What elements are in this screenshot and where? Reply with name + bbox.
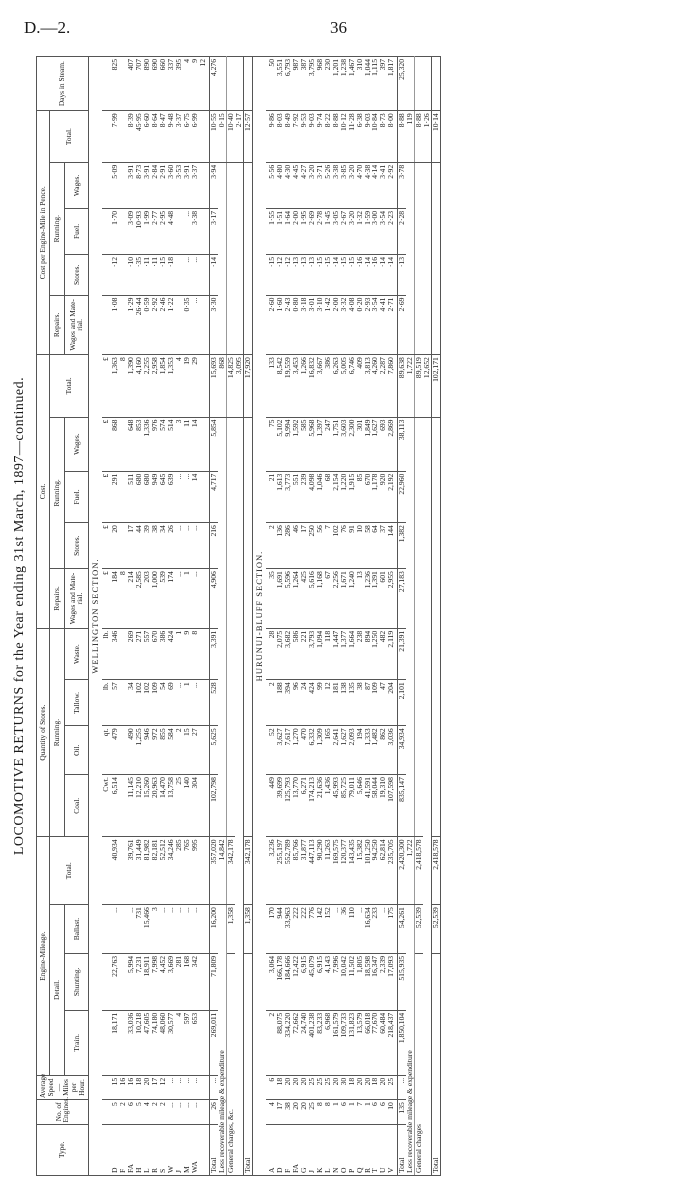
col-cpm-wages-material: Wages and Mate-rial.: [65, 295, 88, 355]
data-column: 3,064 166,178 184,666 12,422 6,915 45,079 6,915 4,143 7,996 10,042 11,502 1,805 18,598 16,347 2,339 17,093: [266, 953, 398, 1010]
total-cell: 2·69: [398, 295, 406, 355]
total-cell: 3·94: [210, 162, 218, 208]
data-column: 2 88,075 334,220 72,662 24,740 401,238 83,233 6,968 161,579 109,733 131,823 13,579 66,018 77,670 60,484 218,437: [266, 1010, 398, 1075]
less-recoverable-label: Less recoverable mileage & expenditure: [218, 905, 226, 1176]
spacer: [235, 57, 243, 111]
total-row: [210, 57, 218, 1176]
total-cell: 2·28: [398, 208, 406, 254]
locomotive-returns-table: [36, 56, 441, 1176]
document-title: LOCOMOTIVE RETURNS for the Year ending 31st March, 1897—continued.: [12, 376, 27, 856]
data-column: 291 511 680 680 949 645 639 ... ... 14: [109, 471, 209, 522]
general-ballast: 1,358: [227, 905, 235, 954]
unit-label: [102, 162, 110, 208]
col-days-steam: Days in Steam.: [37, 57, 89, 111]
total-label: Total: [398, 1124, 406, 1175]
spacer: [432, 57, 441, 111]
total-label: Total: [210, 1124, 218, 1175]
less-recoverable-label: Less recoverable mileage & expenditure: [406, 905, 414, 1176]
data-column: 5 2 6 5 4 2 2 ... ... ... ...: [109, 1100, 209, 1124]
col-cost: Cost.: [37, 355, 50, 629]
less-recoverable-row: [406, 57, 414, 1176]
final-per-mile: 10·14: [432, 111, 441, 163]
col-cpm-wages: Wages.: [65, 162, 88, 208]
data-column: 9·86 8·03 8·49 7·92 9·53 9·03 9·74 8·22 8·88 10·12 11·28 6·38 9·03 10·84 8·73 8·00: [266, 111, 398, 163]
general-charges-row: [227, 57, 235, 1176]
data-column: 1,363 8 1,390 4,160 2,255 2,958 1,854 1,353 4 19 29: [109, 355, 209, 417]
section-heading: HURUNUI-BLUFF SECTION.: [252, 57, 265, 1176]
section-body-row: [266, 57, 398, 1176]
data-column: 170 944 33,963 222 222 776 142 152 ... 36 110 ... 16,634 233 ... 175: [266, 905, 398, 954]
total-cell: 71,809: [210, 953, 218, 1010]
total-cell: 89,638: [398, 355, 406, 417]
general-per-mile: 10·40: [227, 111, 235, 163]
general-charges-label: General charges, &c.: [227, 953, 235, 1175]
less-per-mile: 0·15: [218, 111, 226, 163]
col-coal: Coal.: [65, 775, 88, 837]
spacer: [243, 417, 252, 837]
less-cost: 868: [218, 355, 226, 417]
final-ballast: 1,358: [243, 905, 252, 954]
col-cpm-running: Running.: [49, 162, 65, 295]
spacer: [423, 162, 431, 354]
col-cpm-total: Total.: [49, 111, 88, 163]
data-column: 868 648 853 1,336 976 574 514 3 11 14: [109, 417, 209, 471]
data-column: 50 3,551 6,793 987 387 3,795 968 230 1,201 1,238 1,467 310 1,044 1,115 397 1,817: [266, 57, 398, 111]
spacer: [227, 162, 235, 354]
data-column: A D F FA G J K L N O P Q R T U V: [266, 1124, 398, 1175]
col-train: Train.: [65, 1010, 88, 1075]
general-cost: 14,825: [227, 355, 235, 417]
data-column: 21 1,613 3,773 551 239 4,098 1,046 68 2,154 1,220 1,915 85 670 1,178 920 2,192: [266, 471, 398, 522]
total-cell: 8·88: [398, 111, 406, 163]
section-body-row: [109, 57, 209, 1176]
spacer: [406, 57, 414, 111]
total-cell: 10·55: [210, 111, 218, 163]
data-column: 184 8 214 2,585 203 1,000 539 174 ... 1 ...: [109, 569, 209, 629]
total-cell: 3·30: [210, 295, 218, 355]
unit-label: [102, 1075, 110, 1099]
data-column: 479 490 1,255 946 972 855 584 2 15 27: [109, 726, 209, 775]
total-cell: 25,320: [398, 57, 406, 111]
spacer: [432, 417, 441, 837]
less-mileage: 1,722: [406, 837, 414, 905]
spacer: [227, 57, 235, 111]
total-cell: 5,625: [210, 726, 218, 775]
spacer: [415, 57, 423, 111]
total-cell: 3,391: [210, 628, 218, 680]
unit-label: lb.: [102, 628, 110, 680]
data-column: 1·55 1·51 1·64 2·00 1·95 2·69 2·78 1·45 3·05 2·67 3·20 1·32 1·59 3·00 3·54 2·23: [266, 208, 398, 254]
total-cell: 4,906: [210, 569, 218, 629]
total-cell: 16,200: [210, 905, 218, 954]
section-heading-row: [88, 57, 101, 1176]
data-column: 15 16 16 18 20 17 12 ... ... ... ...: [109, 1075, 209, 1099]
total-cell: 21,391: [398, 628, 406, 680]
total-cell: ·14: [210, 254, 218, 295]
col-ballast: Ballast.: [65, 905, 88, 954]
spacer: [235, 417, 243, 1175]
spacer: [432, 162, 441, 354]
unit-label: lb.: [102, 680, 110, 726]
unit-label: £: [102, 417, 110, 471]
total-cell: 2,101: [398, 680, 406, 726]
general-cost-extra: 3,095: [235, 355, 243, 417]
total-cell: 3·78: [398, 162, 406, 208]
total-cell: 27,183: [398, 569, 406, 629]
unit-label: £: [102, 355, 110, 417]
data-column: 18,171 33,036 10,218 47,605 74,180 48,060 30,577 4 597 653: [109, 1010, 209, 1075]
spacer: [218, 57, 226, 111]
final-mileage: 2,418,578: [432, 837, 441, 905]
total-cell: 4,717: [210, 471, 218, 522]
units-row: [102, 57, 110, 1176]
total-cell: 3·17: [210, 208, 218, 254]
col-cost-total: Total.: [49, 355, 88, 417]
unit-label: [102, 953, 110, 1010]
data-column: 5·56 4·80 4·30 4·45 4·27 3·20 3·71 5·26 3·38 3·85 3·20 4·70 4·38 4·14 3·41 2·92: [266, 162, 398, 208]
data-column: 35 1,691 5,596 1,264 425 5,616 1,168 67 2,256 1,671 1,240 13 1,236 1,391 601 2,955: [266, 569, 398, 629]
unit-label: £: [102, 523, 110, 569]
unit-label: [102, 111, 110, 163]
less-per-mile: 119: [406, 111, 414, 163]
data-column: 3,236 255,197 552,789 85,766 31,877 447,113 90,290 11,263 169,575 120,377 143,435 15,382 101,250 94,250 62,814 235,705: [266, 837, 398, 905]
total-cell: ...: [210, 1075, 218, 1099]
data-column: ... ... 731 15,466 3 ... ... ... ... ...: [109, 905, 209, 954]
final-total-label: Total: [432, 953, 441, 1175]
data-column: 75 5,102 9,994 1,592 585 5,968 1,397 247 1,751 3,603 2,300 301 1,849 1,627 693 2,869: [266, 417, 398, 471]
data-column: ·15 ·12 ·12 ·13 ·13 ·13 ·15 ·15 ·14 ·15 ·15 ·16 ·14 ·16 ·14 ·14: [266, 254, 398, 295]
total-cell: 54,261: [398, 905, 406, 954]
unit-label: [102, 254, 110, 295]
col-cost-stores: Stores.: [65, 523, 88, 569]
page-number: 36: [330, 18, 347, 37]
section-heading: WELLINGTON SECTION.: [88, 57, 101, 1176]
less-cost: 1,722: [406, 355, 414, 417]
data-column: 346 269 271 557 670 386 424 1 9 8: [109, 628, 209, 680]
final-total-row: [243, 57, 252, 1176]
data-column: 825 407 707 890 690 660 337 395 4 9 12: [109, 57, 209, 111]
unit-label: [102, 1124, 110, 1175]
spacer: [218, 417, 226, 837]
spacer: [423, 417, 431, 1175]
col-no-engines: No. of Engines.: [37, 1100, 89, 1124]
data-column: 1·08 1·29 26·44 0·59 2·92 2·46 1·22 0·35 ...: [109, 295, 209, 355]
data-column: ·12 ·10 ·35 ·11 ·11 ·15 ·18 ... ...: [109, 254, 209, 295]
col-cpm-stores: Stores.: [65, 254, 88, 295]
col-cost-per-mile: Cost per Engine-Mile in Pence.: [37, 111, 50, 355]
final-total-row: [432, 57, 441, 1176]
less-recoverable-row: [218, 57, 226, 1176]
general-charges-extra-row: [423, 57, 431, 1176]
data-column: 22,763 5,994 7,231 18,911 7,998 4,452 3,669 281 168 342: [109, 953, 209, 1010]
total-cell: 216: [210, 523, 218, 569]
spacer: [227, 417, 235, 837]
total-cell: 515,935: [398, 953, 406, 1010]
col-engine-mileage: Engine-Mileage.: [37, 837, 50, 1075]
final-ballast: 52,539: [432, 905, 441, 954]
spacer: [406, 162, 414, 354]
general-per-mile-extra: 1·26: [423, 111, 431, 163]
general-ballast: 52,539: [415, 905, 423, 954]
col-detail: Detail.: [49, 905, 65, 1076]
final-cost: 102,171: [432, 355, 441, 417]
general-charges-label: General charges: [415, 953, 423, 1175]
unit-label: [102, 57, 110, 111]
spacer: [235, 162, 243, 354]
total-cell: 22,960: [398, 471, 406, 522]
col-cost-wages-material: Wages and Mate-rial.: [65, 569, 88, 629]
col-type: Type.: [37, 1124, 89, 1175]
total-cell: 835,147: [398, 775, 406, 837]
col-shunting: Shunting.: [65, 953, 88, 1010]
col-waste: Waste.: [65, 628, 88, 680]
data-column: 40,934 39,761 31,449 81,982 82,181 52,512 34,246 285 765 995: [109, 837, 209, 905]
data-column: 6,514 11,145 12,210 15,260 20,963 14,470 13,758 25 140 304: [109, 775, 209, 837]
data-column: 5·09 3·91 8·73 3·91 2·84 2·91 3·60 3·53 3·91 3·37: [109, 162, 209, 208]
spacer: [243, 57, 252, 111]
col-quantity-stores: Quantity of Stores.: [37, 628, 50, 837]
col-cpm-fuel: Fuel.: [65, 208, 88, 254]
total-cell: 38,113: [398, 417, 406, 471]
unit-label: £: [102, 471, 110, 522]
final-total-label: Total: [243, 953, 252, 1175]
data-column: 7·99 8·39 45·95 6·60 8·64 8·47 9·48 3·37 6·75 6·99: [109, 111, 209, 163]
unit-label: [102, 905, 110, 954]
unit-label: [102, 1010, 110, 1075]
table-body: [88, 57, 441, 1176]
data-column: 20 17 44 39 38 34 26 ... ... ...: [109, 523, 209, 569]
unit-label: qt.: [102, 726, 110, 775]
total-cell: 1,850,104: [398, 1010, 406, 1075]
spacer: [415, 162, 423, 354]
total-cell: 357,020: [210, 837, 218, 905]
spacer: [218, 162, 226, 354]
data-column: 2·60 1·60 2·43 0·80 3·18 3·01 3·10 1·42 2·00 3·32 4·08 0·20 2·93 3·54 4·41 2·71: [266, 295, 398, 355]
total-cell: 269,011: [210, 1010, 218, 1075]
data-column: 449 39,699 125,793 13,770 6,271 174,213 21,636 1,436 45,993 85,725 79,011 5,646 41,591 58,044 19,310 107,598: [266, 775, 398, 837]
final-per-mile: 12·57: [243, 111, 252, 163]
data-column: 57 34 102 102 109 54 69 ... 1 ...: [109, 680, 209, 726]
spacer: [243, 162, 252, 354]
unit-label: [102, 1100, 110, 1124]
total-cell: 135: [398, 1100, 406, 1124]
data-column: 28 2,075 3,682 586 221 3,793 1,094 118 1,447 1,377 1,664 238 894 1,250 482 2,119: [266, 628, 398, 680]
col-cost-running: Running.: [49, 417, 65, 569]
total-cell: 4,276: [210, 57, 218, 111]
col-cpm-repairs: Repairs.: [49, 295, 65, 355]
total-cell: 528: [210, 680, 218, 726]
general-cost-extra: 12,652: [423, 355, 431, 417]
total-cell: 5,854: [210, 417, 218, 471]
unit-label: [102, 837, 110, 905]
unit-label: [102, 295, 110, 355]
spacer: [423, 57, 431, 111]
total-cell: 2,420,300: [398, 837, 406, 905]
total-cell: 34,934: [398, 726, 406, 775]
general-charges-row: [415, 57, 423, 1176]
col-stores-running: Running.: [49, 628, 65, 837]
total-cell: 15,693: [210, 355, 218, 417]
general-mileage: 2,418,578: [415, 837, 423, 905]
rotated-table-area: [12, 56, 692, 1176]
spacer: [406, 417, 414, 837]
col-cost-repairs: Repairs.: [49, 569, 65, 629]
data-column: 2 188 394 96 24 424 99 12 181 138 135 38 87 109 47 204: [266, 680, 398, 726]
total-row: [398, 57, 406, 1176]
total-cell: ·13: [398, 254, 406, 295]
general-charges-extra-row: [235, 57, 243, 1176]
page-identifier: D.—2.: [24, 18, 71, 37]
data-column: 6 18 20 20 20 25 25 25 20 30 18 20 20 18 20 25: [266, 1075, 398, 1099]
less-mileage: 14,842: [218, 837, 226, 905]
col-tallow: Tallow.: [65, 680, 88, 726]
col-mileage-total: Total.: [49, 837, 88, 905]
unit-label: [102, 208, 110, 254]
general-per-mile: 8·88: [415, 111, 423, 163]
general-mileage: 342,178: [227, 837, 235, 905]
general-per-mile-extra: 2·17: [235, 111, 243, 163]
data-column: 2 136 286 46 17 250 56 7 102 76 91 10 58 64 37 144: [266, 523, 398, 569]
data-column: D F FA H L R S W J M WA: [109, 1124, 209, 1175]
data-column: 52 3,627 7,617 1,270 470 6,332 1,309 165 2,641 1,627 2,093 194 1,333 1,482 862 3,036: [266, 726, 398, 775]
total-cell: 26: [210, 1100, 218, 1124]
total-cell: ...: [398, 1075, 406, 1099]
data-column: 133 8,542 19,559 3,453 1,266 16,832 3,667 386 6,263 5,005 6,746 409 3,813 4,260 2,287 7,860: [266, 355, 398, 417]
col-cost-wages: Wages.: [65, 417, 88, 471]
data-column: 1·70 3·09 10·93 1·99 2·77 2·95 4·48 ... 3·38: [109, 208, 209, 254]
spacer: [415, 417, 423, 837]
section-heading-row: [252, 57, 265, 1176]
data-column: 4 17 38 20 20 25 8 8 1 6 1 7 1 6 6 10: [266, 1100, 398, 1124]
total-cell: 102,798: [210, 775, 218, 837]
final-cost: 17,920: [243, 355, 252, 417]
final-mileage: 342,178: [243, 837, 252, 905]
col-cost-fuel: Fuel.: [65, 471, 88, 522]
unit-label: Cwt.: [102, 775, 110, 837]
unit-label: £: [102, 569, 110, 629]
col-avg-speed: Average Speed—Miles per Hour.: [37, 1075, 89, 1099]
general-cost: 89,519: [415, 355, 423, 417]
total-cell: 1,382: [398, 523, 406, 569]
col-oil: Oil.: [65, 726, 88, 775]
